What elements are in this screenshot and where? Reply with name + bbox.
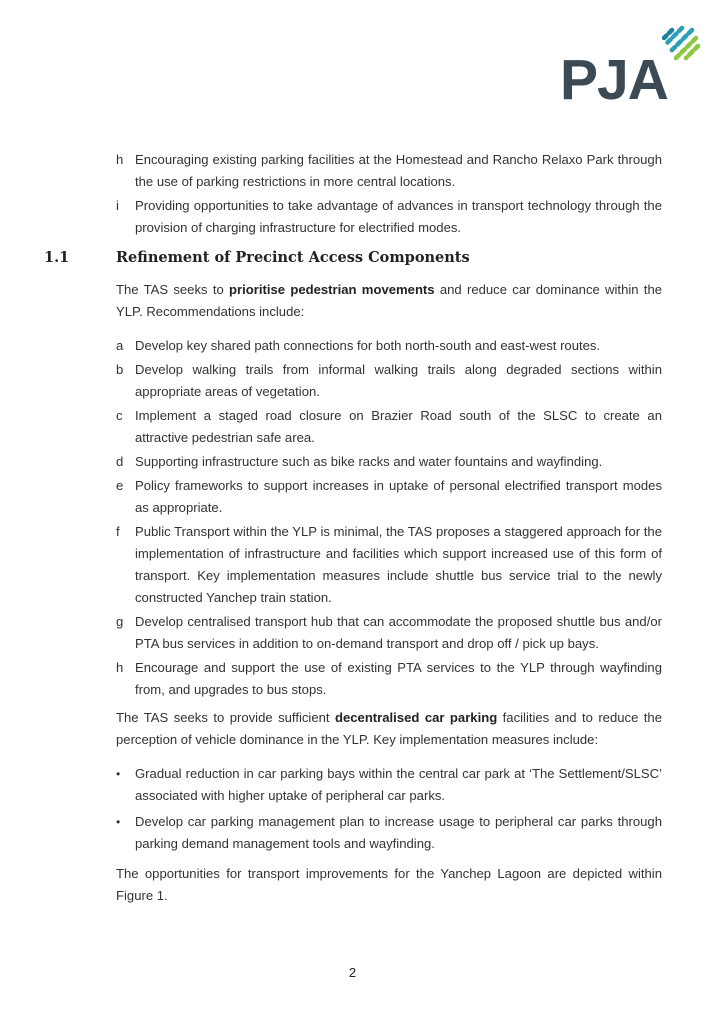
list-item-h2: [116, 657, 662, 701]
list-item-b: [116, 359, 662, 403]
para-text: and reduce car dominance within the YLP. Recommendations include:: [116, 282, 663, 319]
list-marker: b: [116, 362, 124, 377]
bullet-text: Develop car parking management plan to increase usage to peripheral car parks through parking demand management tools and wayfinding.: [135, 814, 662, 851]
list-item-g: [116, 611, 662, 655]
list-marker: g: [116, 614, 124, 629]
list-text: Providing opportunities to take advantage of advances in transport technology through the provision of charging infrastructure for electrified modes.: [135, 198, 662, 235]
section-heading: [44, 247, 662, 271]
bullet-item: [116, 763, 662, 807]
list-marker: i: [116, 198, 119, 213]
paragraph-pedestrian: [116, 279, 662, 323]
list-marker: f: [116, 524, 120, 539]
list-marker: d: [116, 454, 124, 469]
page-body: [44, 149, 663, 907]
logo-stripes-icon: [656, 22, 702, 68]
bullet-marker: •: [116, 767, 121, 781]
parking-bullets: [116, 763, 662, 855]
para-text: facilities and to reduce the perception of vehicle dominance in the YLP. Key implementation measures include:: [116, 710, 662, 747]
list-marker: a: [116, 338, 124, 353]
list-text: Public Transport within the YLP is minimal, the TAS proposes a staggered approach for the implementation of infrastructure and facilities which support increased use of this form of transport. Key implementation measures include shuttle bus service trial to the newly constructed Yanchep train station.: [135, 524, 662, 605]
list-item-i: [116, 195, 662, 239]
list-marker: h: [116, 152, 124, 167]
logo-wordmark: PJA: [560, 48, 668, 112]
list-text: Policy frameworks to support increases in uptake of personal electrified transport modes as appropriate.: [135, 478, 662, 515]
list-item-f: [116, 521, 662, 609]
list-item-a: [116, 335, 662, 357]
list-marker: h: [116, 660, 124, 675]
list-marker: c: [116, 408, 123, 423]
list-item-e: [116, 475, 662, 519]
paragraph-parking: [116, 707, 662, 751]
list-text: Develop centralised transport hub that can accommodate the proposed shuttle bus and/or PTA bus services in addition to on-demand transport and drop off / pick up bays.: [135, 614, 662, 651]
list-text: Encouraging existing parking facilities at the Homestead and Rancho Relaxo Park through the use of parking restrictions in more central locations.: [135, 152, 662, 189]
list-text: Develop walking trails from informal walking trails along degraded sections within appropriate areas of vegetation.: [135, 362, 662, 399]
section-title: Refinement of Precinct Access Components: [116, 249, 470, 266]
list-text: Supporting infrastructure such as bike racks and water fountains and wayfinding.: [135, 454, 603, 469]
bullet-text: Gradual reduction in car parking bays within the central car park at ‘The Settlement/SLSC’ associated with higher uptake of peripheral car parks.: [135, 766, 662, 803]
recommendations-list: [116, 335, 662, 701]
bullet-marker: •: [116, 815, 121, 829]
page-number: 2: [348, 965, 357, 980]
list-text: Encourage and support the use of existing PTA services to the YLP through wayfinding from, and upgrades to bus stops.: [135, 660, 662, 697]
list-item-c: [116, 405, 662, 449]
list-item-d: [116, 451, 662, 473]
para-bold: prioritise pedestrian movements: [229, 282, 435, 297]
list-continued: [116, 149, 662, 239]
para-bold: decentralised car parking: [334, 710, 498, 725]
section-number: 1.1: [44, 249, 70, 266]
pja-logo: [560, 22, 704, 112]
list-text: Implement a staged road closure on Brazier Road south of the SLSC to create an attractive pedestrian safe area.: [135, 408, 662, 445]
para-text: The TAS seeks to: [116, 282, 230, 297]
para-text: The TAS seeks to provide sufficient: [116, 710, 335, 725]
list-text: Develop key shared path connections for both north-south and east-west routes.: [135, 338, 601, 353]
list-item-h: [116, 149, 662, 193]
paragraph-figure: The opportunities for transport improvements for the Yanchep Lagoon are depicted within Figure 1.: [116, 866, 662, 903]
bullet-item: [116, 811, 662, 855]
list-marker: e: [116, 478, 124, 493]
